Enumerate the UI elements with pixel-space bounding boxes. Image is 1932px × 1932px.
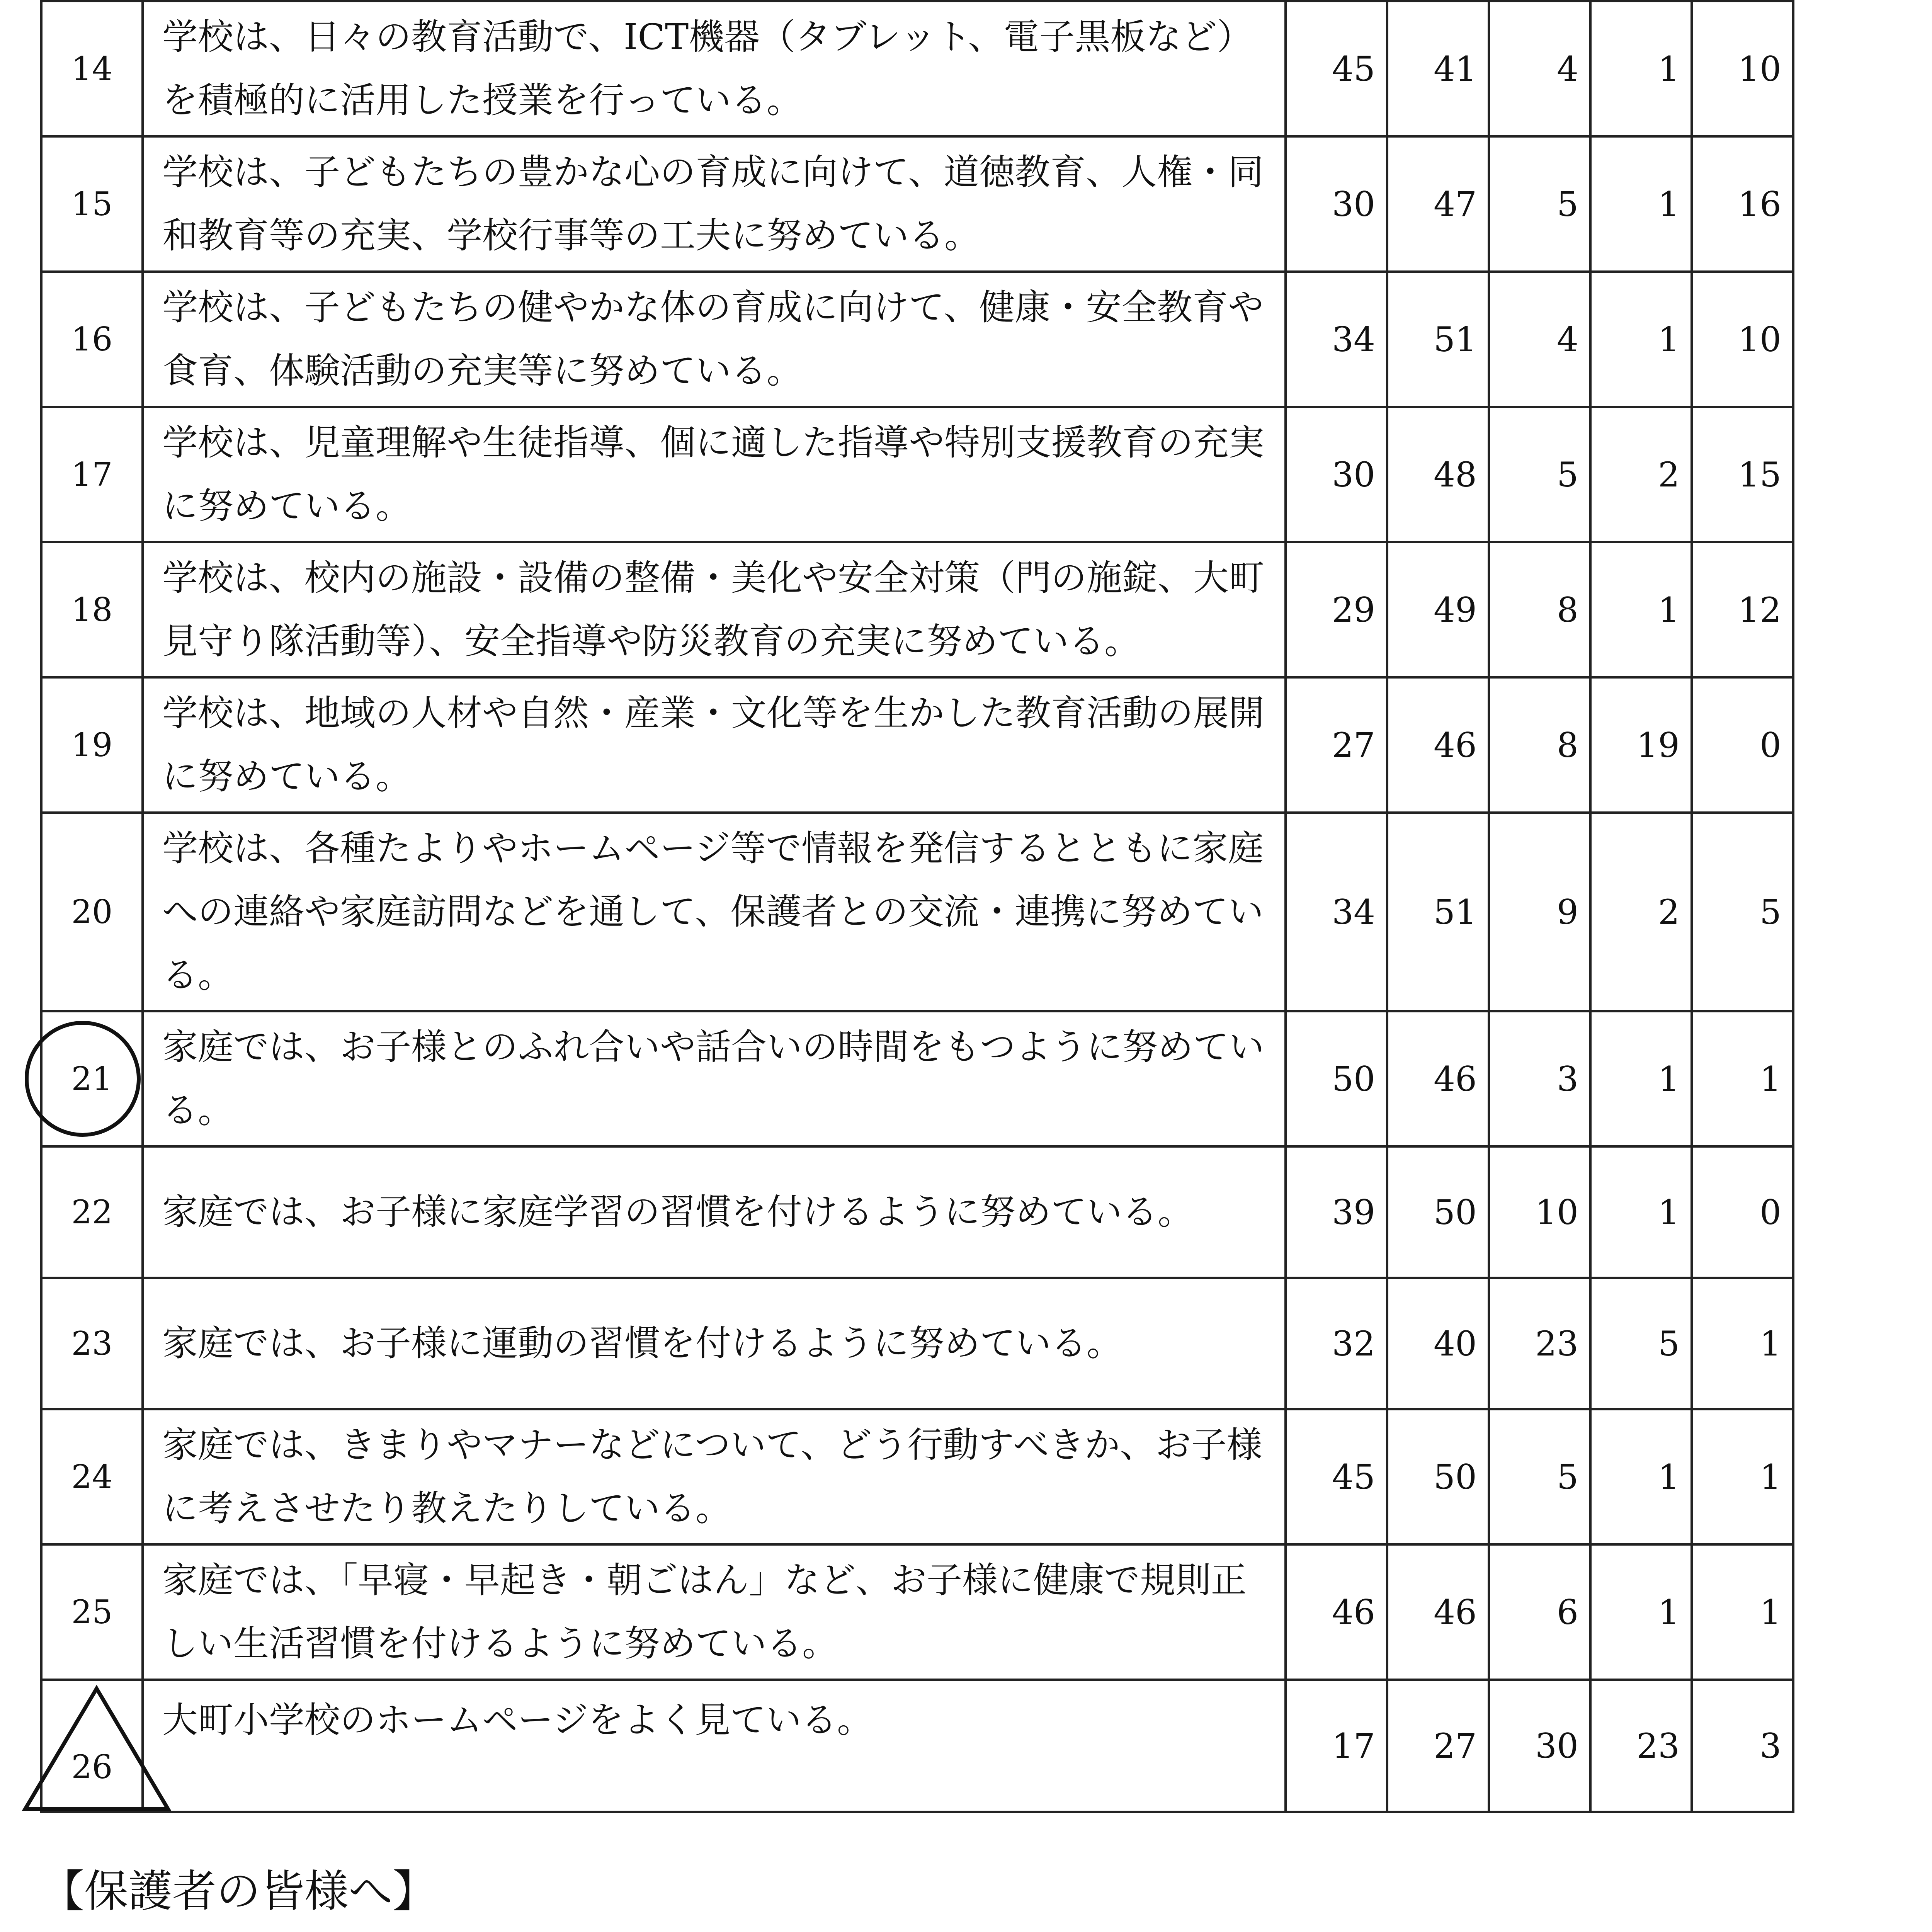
item-number-label: 25 <box>71 1593 113 1631</box>
response-count-3: 23 <box>1489 1278 1590 1409</box>
response-count-5: 0 <box>1692 677 1793 813</box>
response-count-4: 1 <box>1590 136 1692 272</box>
item-number <box>41 1278 143 1409</box>
table-row <box>41 272 1793 407</box>
response-count-3: 6 <box>1489 1544 1590 1680</box>
item-number-label: 24 <box>71 1458 113 1496</box>
response-count-3: 4 <box>1489 1 1590 136</box>
response-count-3: 5 <box>1489 407 1590 542</box>
item-number-label: 15 <box>71 185 113 223</box>
item-number <box>41 136 143 272</box>
table-row <box>41 542 1793 677</box>
response-count-4: 2 <box>1590 407 1692 542</box>
item-text: 家庭では、お子様に家庭学習の習慣を付けるように努めている。 <box>143 1146 1286 1278</box>
response-count-2: 51 <box>1387 813 1489 1011</box>
item-number <box>41 272 143 407</box>
response-count-5: 16 <box>1692 136 1793 272</box>
response-count-1: 30 <box>1286 136 1387 272</box>
response-count-1: 46 <box>1286 1544 1387 1680</box>
item-number <box>41 1011 143 1146</box>
item-text: 学校は、児童理解や生徒指導、個に適した指導や特別支援教育の充実に努めている。 <box>143 407 1286 542</box>
item-number-label: 14 <box>71 50 113 88</box>
response-count-2: 47 <box>1387 136 1489 272</box>
item-number <box>41 1146 143 1278</box>
response-count-4: 1 <box>1590 1409 1692 1544</box>
response-count-1: 30 <box>1286 407 1387 542</box>
item-text: 学校は、子どもたちの健やかな体の育成に向けて、健康・安全教育や食育、体験活動の充実等に努めている。 <box>143 272 1286 407</box>
response-count-5: 0 <box>1692 1146 1793 1278</box>
item-number-label: 20 <box>71 893 113 931</box>
table-row <box>41 1544 1793 1680</box>
response-count-5: 10 <box>1692 1 1793 136</box>
response-count-2: 49 <box>1387 542 1489 677</box>
item-number <box>41 1544 143 1680</box>
response-count-3: 4 <box>1489 272 1590 407</box>
response-count-3: 5 <box>1489 136 1590 272</box>
notice-section <box>40 1862 1787 1932</box>
response-count-5: 15 <box>1692 407 1793 542</box>
response-count-4: 1 <box>1590 1011 1692 1146</box>
response-count-4: 23 <box>1590 1680 1692 1812</box>
notice-heading: 【保護者の皆様へ】 <box>40 1866 437 1917</box>
response-count-2: 46 <box>1387 1011 1489 1146</box>
table-row <box>41 1680 1793 1812</box>
response-count-4: 1 <box>1590 542 1692 677</box>
response-count-1: 29 <box>1286 542 1387 677</box>
response-count-2: 50 <box>1387 1146 1489 1278</box>
item-number-label: 16 <box>71 320 113 358</box>
response-count-2: 48 <box>1387 407 1489 542</box>
item-number <box>41 1680 143 1812</box>
triangle-mark <box>19 1681 174 1813</box>
response-count-5: 1 <box>1692 1544 1793 1680</box>
response-count-5: 12 <box>1692 542 1793 677</box>
response-count-4: 1 <box>1590 1544 1692 1680</box>
item-text: 学校は、校内の施設・設備の整備・美化や安全対策（門の施錠、大町見守り隊活動等）、安全指導や防災教育の充実に努めている。 <box>143 542 1286 677</box>
notice-paragraph <box>40 1926 1787 1932</box>
response-count-1: 34 <box>1286 272 1387 407</box>
response-count-1: 39 <box>1286 1146 1387 1278</box>
response-count-3: 8 <box>1489 542 1590 677</box>
response-count-2: 46 <box>1387 677 1489 813</box>
response-count-3: 9 <box>1489 813 1590 1011</box>
response-count-5: 1 <box>1692 1409 1793 1544</box>
item-number <box>41 1409 143 1544</box>
response-count-3: 10 <box>1489 1146 1590 1278</box>
response-count-3: 8 <box>1489 677 1590 813</box>
item-number-label: 19 <box>71 726 113 764</box>
item-number <box>41 542 143 677</box>
item-text: 学校は、地域の人材や自然・産業・文化等を生かした教育活動の展開に努めている。 <box>143 677 1286 813</box>
item-text: 家庭では、お子様とのふれ合いや話合いの時間をもつように努めている。 <box>143 1011 1286 1146</box>
response-count-2: 50 <box>1387 1409 1489 1544</box>
table-row <box>41 813 1793 1011</box>
response-count-4: 19 <box>1590 677 1692 813</box>
response-count-5: 10 <box>1692 272 1793 407</box>
item-number-label: 21 <box>71 1060 113 1098</box>
item-text: 家庭では、きまりやマナーなどについて、どう行動すべきか、お子様に考えさせたり教えたりしている。 <box>143 1409 1286 1544</box>
response-count-5: 1 <box>1692 1278 1793 1409</box>
item-number <box>41 813 143 1011</box>
item-number <box>41 407 143 542</box>
item-number-label: 26 <box>71 1748 113 1786</box>
response-count-1: 45 <box>1286 1409 1387 1544</box>
response-count-1: 34 <box>1286 813 1387 1011</box>
table-row <box>41 407 1793 542</box>
item-text: 大町小学校のホームページをよく見ている。 <box>143 1680 1286 1812</box>
table-row <box>41 1 1793 136</box>
response-count-4: 5 <box>1590 1278 1692 1409</box>
response-count-2: 40 <box>1387 1278 1489 1409</box>
item-number-label: 17 <box>71 456 113 493</box>
response-count-2: 46 <box>1387 1544 1489 1680</box>
response-count-3: 5 <box>1489 1409 1590 1544</box>
response-count-3: 30 <box>1489 1680 1590 1812</box>
item-text: 学校は、子どもたちの豊かな心の育成に向けて、道徳教育、人権・同和教育等の充実、学校行事等の工夫に努めている。 <box>143 136 1286 272</box>
item-number-label: 22 <box>71 1193 113 1231</box>
response-count-1: 50 <box>1286 1011 1387 1146</box>
survey-table-body <box>41 1 1793 1812</box>
item-number-label: 23 <box>71 1325 113 1362</box>
table-row <box>41 1011 1793 1146</box>
table-row <box>41 677 1793 813</box>
table-row <box>41 1409 1793 1544</box>
response-count-4: 1 <box>1590 1 1692 136</box>
response-count-1: 27 <box>1286 677 1387 813</box>
response-count-4: 1 <box>1590 272 1692 407</box>
response-count-1: 17 <box>1286 1680 1387 1812</box>
response-count-4: 1 <box>1590 1146 1692 1278</box>
response-count-4: 2 <box>1590 813 1692 1011</box>
item-number <box>41 1 143 136</box>
item-text: 学校は、日々の教育活動で、ICT機器（タブレット、電子黒板など）を積極的に活用した授業を行っている。 <box>143 1 1286 136</box>
table-row <box>41 136 1793 272</box>
item-number-label: 18 <box>71 591 113 629</box>
table-row <box>41 1278 1793 1409</box>
response-count-5: 1 <box>1692 1011 1793 1146</box>
response-count-5: 5 <box>1692 813 1793 1011</box>
item-text: 家庭では、「早寝・早起き・朝ごはん」など、お子様に健康で規則正しい生活習慣を付けるように努めている。 <box>143 1544 1286 1680</box>
response-count-2: 41 <box>1387 1 1489 136</box>
response-count-3: 3 <box>1489 1011 1590 1146</box>
response-count-1: 45 <box>1286 1 1387 136</box>
survey-results-table <box>40 0 1794 1813</box>
response-count-2: 27 <box>1387 1680 1489 1812</box>
response-count-2: 51 <box>1387 272 1489 407</box>
response-count-1: 32 <box>1286 1278 1387 1409</box>
item-text: 学校は、各種たよりやホームページ等で情報を発信するとともに家庭への連絡や家庭訪問などを通して、保護者との交流・連携に努めている。 <box>143 813 1286 1011</box>
response-count-5: 3 <box>1692 1680 1793 1812</box>
item-text: 家庭では、お子様に運動の習慣を付けるように努めている。 <box>143 1278 1286 1409</box>
table-row <box>41 1146 1793 1278</box>
item-number <box>41 677 143 813</box>
